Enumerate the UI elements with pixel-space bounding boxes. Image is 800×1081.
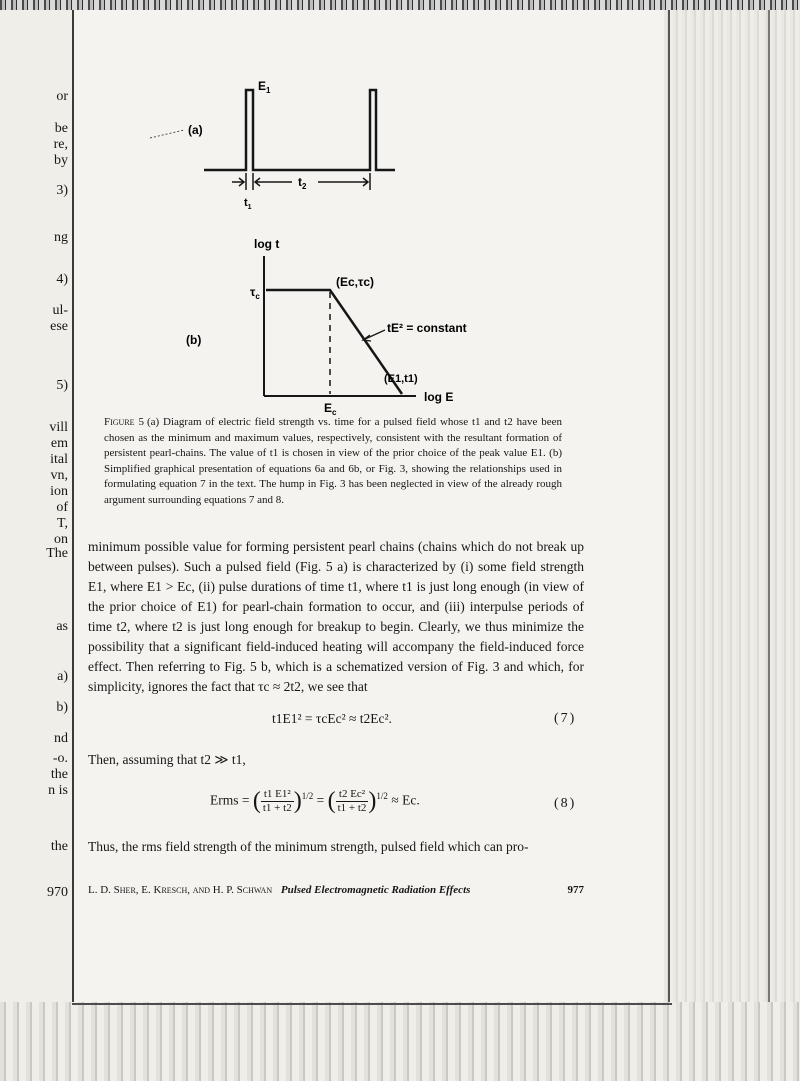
body-paragraph: Thus, the rms field strength of the minimum strength, pulsed field which can pro- [88,839,529,854]
facing-page-fragment: n is [48,783,68,798]
facing-page-fragment: 970 [47,885,68,900]
facing-page-fragment: of [56,500,68,515]
page-edge-line [768,0,770,1081]
t2-arrow [255,178,368,186]
facing-page-fragment: em [50,436,68,451]
y-axis-label: log t [254,237,280,251]
equation-7-number: (7) [554,711,577,726]
curve-label: tE² = constant [387,321,467,335]
point-1-label: (E1,t1) [384,373,418,385]
equation-8-number: (8) [554,796,577,811]
t1-arrow [232,178,244,186]
eq8-lhs: Erms = [210,792,250,808]
point-c-label: (Ec,τc) [336,275,375,289]
figure-caption [104,415,562,508]
facing-page-fragment: as [56,619,68,634]
figure-5 [180,60,500,417]
eq8-fraction: $\frac{\text{t1 E1²}}{t1 + t2}$ [262,788,292,814]
e1-label: $E_1$ [258,79,271,95]
equation-7: t1E1² = τcEc² ≈ t2Ec². [272,711,392,726]
facing-page-fragment: be [54,121,68,136]
part-b-label: (b) [186,333,202,347]
facing-page-fragment: a) [57,669,68,684]
facing-page-fragment: vn, [50,468,68,483]
figure-number: Figure 5 [104,416,144,428]
facing-page-fragment: the [50,839,68,854]
part-a-leader-line [150,130,184,138]
facing-page-fragment: ital [50,452,68,467]
facing-page-fragment: 4) [56,272,68,287]
footer-authors: L. D. Sher, E. Kresch, and H. P. Schwan [88,884,273,896]
equation-8: Erms = ( $\frac{\text{t1 E1²}}{t1 + t2}$ )$^{1/2}$ = ( $\frac{\text{t2 Ec²}}{t1 + t2}$ )$^{1/2}$ ≈ Ec. [210,788,420,814]
scan-edge-noise [0,1002,800,1081]
pulse-waveform [204,90,395,170]
part-a-label: (a) [188,123,203,137]
book-binding-gutter [664,0,800,1081]
facing-page-fragment: -o. [52,751,68,766]
facing-page-fragment: on [54,532,68,547]
t1-label: $t_1$ [244,197,252,211]
page-edge-line [72,1003,672,1005]
ec-label: $E_c$ [324,401,337,417]
scan-edge-noise [0,0,800,10]
response-curve [266,290,402,394]
body-paragraph: minimum possible value for forming persistent pearl chains (chains which do not break up between pulses). Such a pulsed field (Fig. 5 a) is characterized by (i) some field strength E1, where E1 > Ec, (ii) pulse durations of time t1, where t1 is just long enough (in view of the prior choice of E1) for pearl-chain formation to occur, and (iii) interpulse periods of time t2, where t2 is just long enough for breakup to begin. Clearly, we thus minimize the possibility that a significant field-induced heating will accompany the field-induced force effect. Then referring to Fig. 5 b, which is a schematized version of Fig. 3 and which, for simplicity, ignores the fact that τc ≈ 2t2, we see that [88,539,584,694]
facing-page-fragment: or [56,89,68,104]
figure-part-b [186,237,467,417]
facing-page-strip [0,0,74,1081]
body-paragraph: Then, assuming that t2 ≫ t1, [88,752,246,767]
page-edge-line [668,0,670,1081]
facing-page-fragment: b) [56,700,68,715]
running-footer [88,884,584,896]
facing-page-fragment: ul- [52,303,68,318]
facing-page-fragment: ese [50,319,68,334]
figure-part-a [150,79,395,211]
page-number: 977 [567,884,584,896]
eq8-rhs: ≈ Ec. [391,792,420,808]
facing-page-fragment: 3) [56,183,68,198]
t2-label: $t_2$ [298,175,307,191]
footer-journal: Pulsed Electromagnetic Radiation Effects [280,884,471,896]
facing-page-fragment: The [46,546,68,561]
tau-c-label: $\tau_c$ [250,285,260,301]
facing-page-fragment: ion [50,484,68,499]
curve-label-arrow [363,330,385,341]
facing-page-fragment: nd [54,731,68,746]
eq8-fraction: $\frac{\text{t2 Ec²}}{t1 + t2}$ [337,788,367,814]
facing-page-fragment: re, [53,137,68,152]
caption-text: (a) Diagram of electric field strength vs. time for a pulsed field whose t1 and t2 have been chosen as the minimum and maximum values, respectively, consistent with the resultant formation of persistent pearl-chains. The value of t1 is chosen in view of the prior choice of the peak value E1. (b) Simplified graphical presentation of equations 6a and 6b, or Fig. 3, showing the relationships used in formulating equation 7 in the text. The hump in Fig. 3 has been neglected in view of the already rough argument surrounding equations 7 and 8. [104,416,562,506]
facing-page-fragment: 5) [56,378,68,393]
facing-page-fragment: the [50,767,68,782]
facing-page-fragment: vill [49,420,68,435]
facing-page-fragment: ng [54,230,68,245]
x-axis-label: log E [424,390,454,404]
facing-page-fragment: T, [56,516,68,531]
facing-page-fragment: by [54,153,68,168]
